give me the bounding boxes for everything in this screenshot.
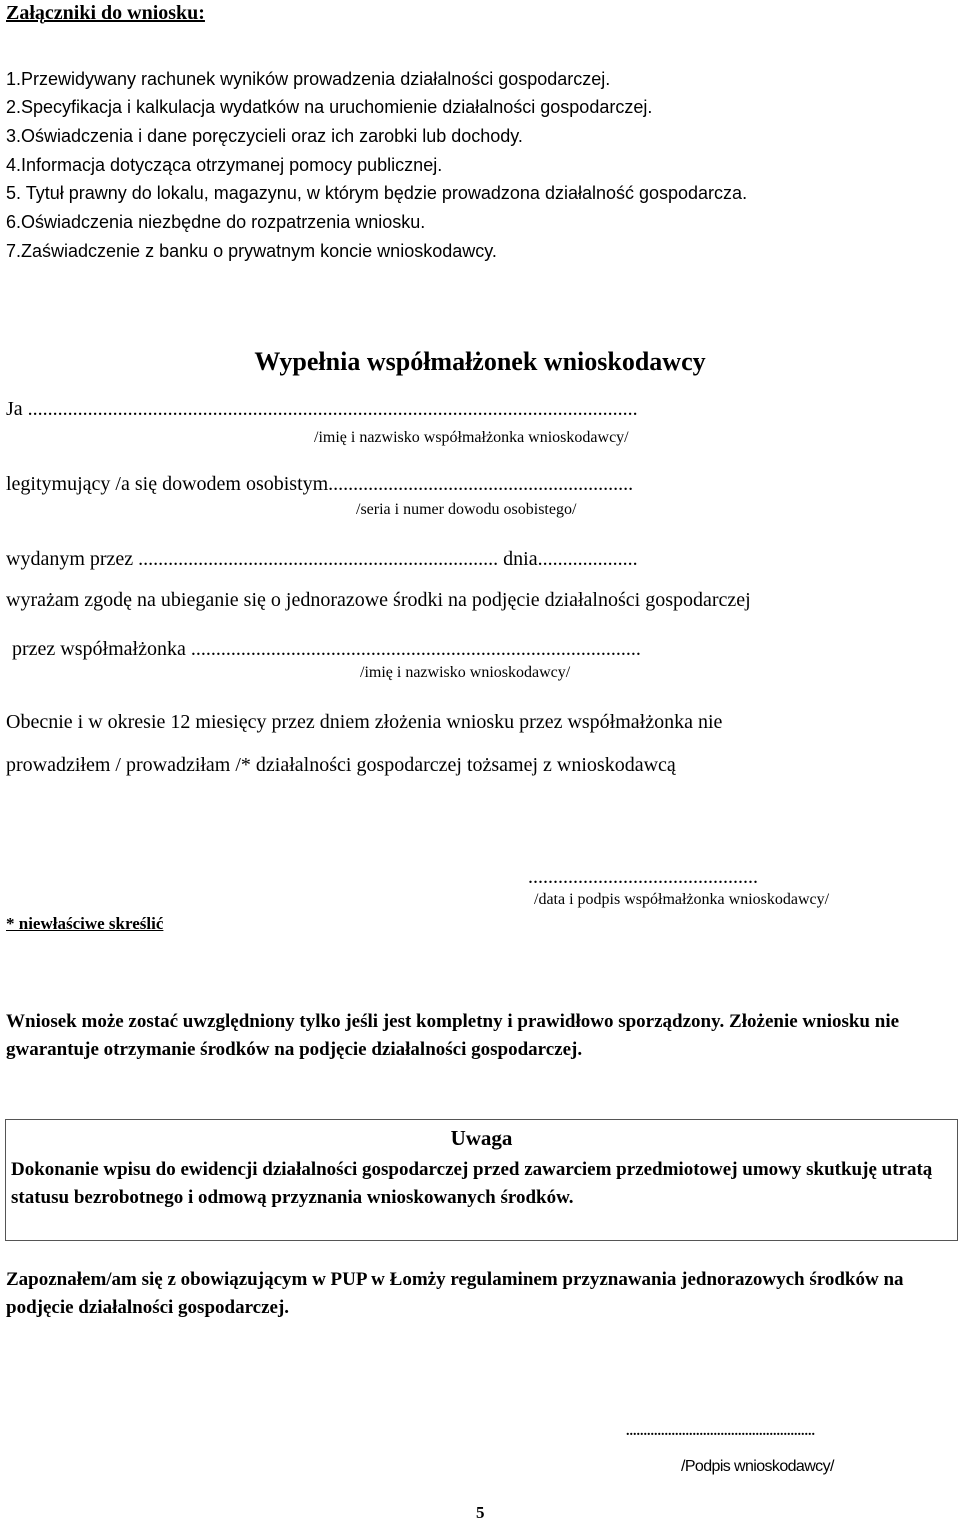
applicant-signature-hint: /Podpis wnioskodawcy/ xyxy=(681,1458,834,1475)
attachment-item: 1.Przewidywany rachunek wyników prowadzenia działalności gospodarczej. xyxy=(6,69,611,89)
page-number: 5 xyxy=(476,1503,485,1522)
issued-by-field: wydanym przez ........................................................................ dnia.................... xyxy=(6,548,638,570)
attachment-item: 4.Informacja dotycząca otrzymanej pomocy publicznej. xyxy=(6,155,443,175)
warning-title: Uwaga xyxy=(450,1126,513,1150)
applicant-name-field: przez współmałżonka .......................................................................................... xyxy=(12,638,641,660)
spouse-section-heading: Wypełnia współmałżonek wnioskodawcy xyxy=(254,347,706,376)
spouse-signature-line: .............................................. xyxy=(528,866,758,888)
spouse-name-field: Ja .......................................................................................................................... xyxy=(6,398,638,420)
statement-line: prowadziłem / prowadziłam /* działalności gospodarczej tożsamej z wnioskodawcą xyxy=(6,754,676,776)
id-card-hint: /seria i numer dowodu osobistego/ xyxy=(356,501,577,518)
applicant-name-hint: /imię i nazwisko wnioskodawcy/ xyxy=(360,664,571,681)
warning-text: Dokonanie wpisu do ewidencji działalności gospodarczej przed zawarciem przedmiotowej umowy skutkuję utratą statusu bezrobotnego i odmową przyznania wnioskowanych środków. xyxy=(11,1159,933,1208)
completeness-notice: Wniosek może zostać uwzględniony tylko jeśli jest kompletny i prawidłowo sporządzony. Złożenie wniosku nie gwarantuje otrzymanie środków na podjęcie działalności gospodarczej. xyxy=(6,1011,900,1060)
id-card-field: legitymujący /a się dowodem osobistym............................................................. xyxy=(6,473,634,495)
spouse-name-hint: /imię i nazwisko współmałżonka wnioskodawcy/ xyxy=(314,429,629,446)
attachment-item: 7.Zaświadczenie z banku o prywatnym koncie wnioskodawcy. xyxy=(6,241,497,261)
strike-note: * niewłaściwe skreślić xyxy=(6,914,164,933)
applicant-signature-line: ...................................................... xyxy=(626,1424,815,1439)
attachment-item: 2.Specyfikacja i kalkulacja wydatków na uruchomienie działalności gospodarczej. xyxy=(6,97,653,117)
attachment-item: 3.Oświadczenia i dane poręczycieli oraz ich zarobki lub dochody. xyxy=(6,126,523,146)
warning-box xyxy=(5,1119,958,1241)
spouse-signature-hint: /data i podpis współmałżonka wnioskodawcy/ xyxy=(534,891,830,908)
attachments-title: Załączniki do wniosku: xyxy=(6,2,205,24)
attachment-item: 5. Tytuł prawny do lokalu, magazynu, w którym będzie prowadzona działalność gospodarcza. xyxy=(6,183,748,203)
statement-line: Obecnie i w okresie 12 miesięcy przez dniem złożenia wniosku przez współmałżonka nie xyxy=(6,711,723,733)
consent-statement: wyrażam zgodę na ubieganie się o jednorazowe środki na podjęcie działalności gospodarczej xyxy=(6,589,751,611)
acknowledgement-statement: Zapoznałem/am się z obowiązującym w PUP w Łomży regulaminem przyznawania jednorazowych środków na podjęcie działalności gospodarczej. xyxy=(6,1269,904,1318)
attachment-item: 6.Oświadczenia niezbędne do rozpatrzenia wniosku. xyxy=(6,212,426,232)
